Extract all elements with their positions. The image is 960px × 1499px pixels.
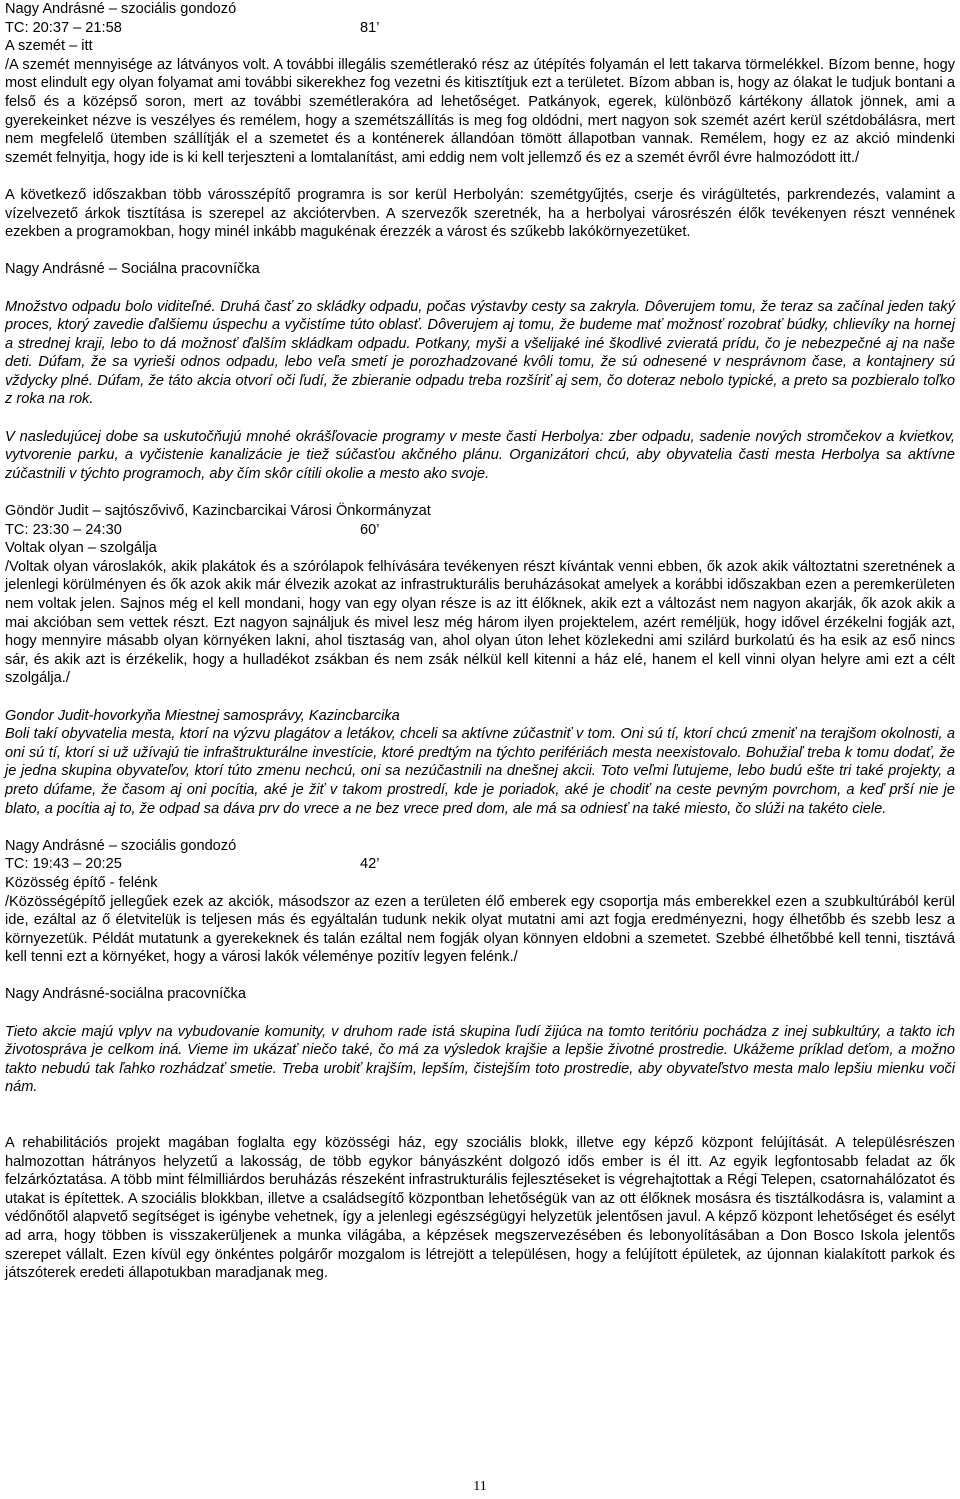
translation-paragraph: V nasledujúcej dobe sa uskutočňujú mnohé okrášľovacie programy v meste časti Herbolya: zber odpadu, sadenie nových stromčekov a kvietkov, vytvorenie parku, a vyčistenie kanalizácie je tiež súčasťou akčného plánu. Organizátori chcú, aby obyvatelia časti mesta Herbolya sa aktívne zúčastnili v týchto programoch, aby čím skôr cítili okolie a mesto ako svoje. <box>5 428 955 482</box>
paragraph-spacer <box>5 1097 955 1134</box>
translation-paragraph: Boli takí obyvatelia mesta, ktorí na výzvu plagátov a letákov, chceli sa aktívne zúčastniť v tom. Oni sú tí, ktorí chcú zmeniť na terajšom okolnosti, a oni sú tí, ktorí si už užívajú tie infraštrukturálne investície, ktoré predtým na týchto perifériách mesta neexistovalo. Bohužiaľ treba k tomu dodať, že je jedna skupina obyvateľov, ktorí túto zmenu nechcú, oni sa nezúčastnili na dnešnej akcii. Toto veľmi ľutujeme, lebo budú ešte tri také projekty, a preto dúfame, že časom aj oni pocítia, aké je žiť v takom prostredí, kde je poriadok, aké je chodiť na ceste pevným povrchom, a keď prší nie je blato, a pocítia aj to, že odpad sa dáva prv do vrece a ne bez vrece pred dom, ale má sa odniesť na také miesto, čo slúži na takéto ciele. <box>5 726 955 817</box>
speaker-heading: Nagy Andrásné – szociális gondozó <box>5 1 237 17</box>
speaker-heading: A szemét – itt <box>5 38 93 55</box>
paragraph-spacer <box>5 242 955 261</box>
paragraph-spacer <box>5 688 955 707</box>
paragraph-spacer <box>5 483 955 502</box>
translation-paragraph: Tieto akcie majú vplyv na vybudovanie komunity, v druhom rade istá skupina ľudí žijúca na tomto teritóriu pochádza z inej subkultúry, a takto ich životospráva je celkom iná. Vieme im ukázať niečo také, čo má za výsledok krajšie a lepšie životné prostredie. Ukážeme príklad deťom, a možno takto nebudú tak ľahko rozhádzať smetie. Treba urobiť krajším, lepším, čistejším toto prostredie, aby obyvateľstvo mesta malo lepšiu mienku voči nám. <box>5 1023 955 1096</box>
timecode-line <box>5 521 955 540</box>
paragraph: /Közösségépítő jellegűek ezek az akciók, másodszor az ezen a területen élő emberek egy csoportja más emberekkel ezen a szubkultúrából kerül ide, ezáltal az ő életvitelük is teljesen más és egyáltalán tudunk nekik olyat mutatni ami azt fogja eredményezni, hogy élhetőbb és szebb lesz a környezetük. Példát mutatunk a gyerekeknek és talán ezáltal nem fogják olyan könnyen eldobni a szemetet. Szebbé élhetőbbé kell tenni, tisztává kell tenni ezt a környéket, hogy a városi lakók véleménye pozitív legyen felénk./ <box>5 893 955 966</box>
translation-paragraph: Množstvo odpadu bolo viditeľné. Druhá časť zo skládky odpadu, počas výstavby cesty sa zakryla. Dôverujem tomu, že teraz sa začínal jeden taký proces, ktorý zavedie ďalšiemu úspechu a vyčistíme túto oblasť. Dôverujem aj tomu, že budeme mať možnosť rozobrať búdky, chlievíky na hornej a strednej kraji, lebo to dá možnosť ďalším skládkam odpadu. Potkany, myši a všelijaké iné škodlivé zvieratá prídu, čo je nebezpečné aj na naše deti. Dúfam, že sa vyrieši odnos odpadu, lebo veľa smetí je porozhadzované kvôli tomu, že sú odnesené v nesprávnom čase, a kontajnery sú vždycky plné. Dúfam, že táto akcia otvorí oči ľudí, že zbieranie odpadu treba rozšíriť aj sem, čo doteraz nebolo typické, a preto sa pozbieralo toľko z roka na rok. <box>5 298 955 408</box>
timecode: TC: 20:37 – 21:58 <box>5 19 122 36</box>
speaker-heading: Göndör Judit – sajtószővivő, Kazincbarcikai Városi Önkormányzat <box>5 503 431 520</box>
timecode: TC: 23:30 – 24:30 <box>5 521 122 538</box>
speaker-heading: Nagy Andrásné-sociálna pracovníčka <box>5 986 246 1003</box>
duration: 81’ <box>360 19 380 36</box>
speaker-heading: Közösség építő - felénk <box>5 874 158 891</box>
paragraph-spacer <box>5 1004 955 1023</box>
page-number: 11 <box>473 1479 487 1494</box>
paragraph: /A szemét mennyisége az látványos volt. A további illegális szemétlerakó rész az útépítés folyamán el lett takarva törmelékkel. Bízom benne, hogy most elindult egy olyan folyamat ami további sikerekhez fog vezetni és kitisztítjuk ezt a területet. Bízom abban is, hogy az ólakat le tudjuk bontani a felső és a középső soron, mert az további szemétlerakóra ad lehetőséget. Patkányok, egerek, különböző kártékony állatok jönnek, ami a gyerekeinket nézve is veszélyes és remélem, hogy a szemétszállítás is meg fog oldódni, mert nagyon sok szemét azért kerül szétdobálásra, mert nem megfelelő ütemben szállítják el a szemetet és a konténerek állandóan tömött állapotban vannak. Remélem, hogy ez az akció mindenki szemét felnyitja, hogy ide is ki kell terjeszteni a lomtalanítást, ami eddig nem volt jellemző és ez a szemét évről évre halmozódott itt./ <box>5 56 955 166</box>
duration: 60’ <box>360 521 380 538</box>
document-body <box>5 0 955 1283</box>
paragraph-spacer <box>5 967 955 986</box>
translation-paragraph: Gondor Judit-hovorkyňa Miestnej samosprávy, Kazincbarcika <box>5 707 400 724</box>
paragraph-spacer <box>5 167 955 186</box>
timecode: TC: 19:43 – 20:25 <box>5 856 122 873</box>
speaker-heading: Nagy Andrásné – szociális gondozó <box>5 837 237 854</box>
paragraph-spacer <box>5 818 955 837</box>
paragraph-spacer <box>5 279 955 298</box>
paragraph: /Voltak olyan városlakók, akik plakátok és a szórólapok felhívására tevékenyen részt kívántak venni ebben, ők azok akik változtatni szeretnének a jelenlegi körülményen és ők azok akik már élvezik azokat az infrastrukturális beruházásokat amelyek a korábbi időszakban ezen a peremkerületen nem voltak jelen. Sajnos még el kell mondani, hogy van egy olyan része is az itt élőknek, akik ezt a változást nem nagyon akarják, ők azok akik a mai akcióban sem vettek részt. Ezt nagyon sajnáljuk és mivel lesz még három ilyen projektelem, azért reméljük, hogy idővel érzékelni fogják azt, hogy mennyire másabb olyan környéken lakni, ahol tisztaság van, ahol olyan úton lehet közlekedni ami szilárd burkolatú és ha esik az eső nincs sár, és akik azt is érzékelik, hogy a hulladékot zsákban és nem zsák nélkül kell kitenni a ház elé, hanem el kell vinni olyan helyre ami ezt a célt szolgálja./ <box>5 558 955 687</box>
paragraph-spacer <box>5 409 955 428</box>
paragraph: A következő időszakban több városszépítő programra is sor kerül Herbolyán: szemétgyűjtés, cserje és virágültetés, parkrendezés, valamint a vízelvezető árkok tisztítása is szerepel az akciótervben. A szervezők szeretnék, ha a herbolyai városrészén élők tevékenyen részt vennének ezekben a programokban, hogy minél inkább magukénak érezzék a várost és szűkebb lakókörnyezetüket. <box>5 186 955 241</box>
paragraph: A rehabilitációs projekt magában foglalta egy közösségi ház, egy szociális blokk, illetve egy képző központ felújítását. A településrészen halmozottan hátrányos helyzetű a lakosság, de több egykor bányászként dolgozó idős ember is él itt. Az egyik legfontosabb feladat az ők felzárkóztatása. A több mint félmilliárdos beruházás részeként infrastrukturális fejlesztéseket is végrehajtottak a Régi Telepen, csatornahálózatot és utakat is építettek. A szociális blokkban, illetve a családsegítő központban lehetőségük van az ott élőknek mosásra és tisztálkodásra is, valamint a védőnőtől alapvető segítséget is igénybe vehetnek, így a jelenlegi egészségügyi helyzetük jelentősen javul. A képző központ lehetőséget és esélyt ad arra, hogy többen is visszakerüljenek a munka világába, a képzések megszervezésében és lebonyolításában a Don Bosco Iskola jelentős szerepet vállalt. Ezen kívül egy önkéntes polgárőr mozgalom is létrejött a településen, hogy a felújított épületek, az újonnan kialakított parkok és játszóterek eredeti állapotukban maradjanak meg. <box>5 1135 955 1282</box>
timecode-line <box>5 19 955 38</box>
duration: 42’ <box>360 856 380 873</box>
speaker-heading: Voltak olyan – szolgálja <box>5 540 157 557</box>
speaker-heading: Nagy Andrásné – Sociálna pracovníčka <box>5 261 260 278</box>
timecode-line <box>5 855 955 874</box>
